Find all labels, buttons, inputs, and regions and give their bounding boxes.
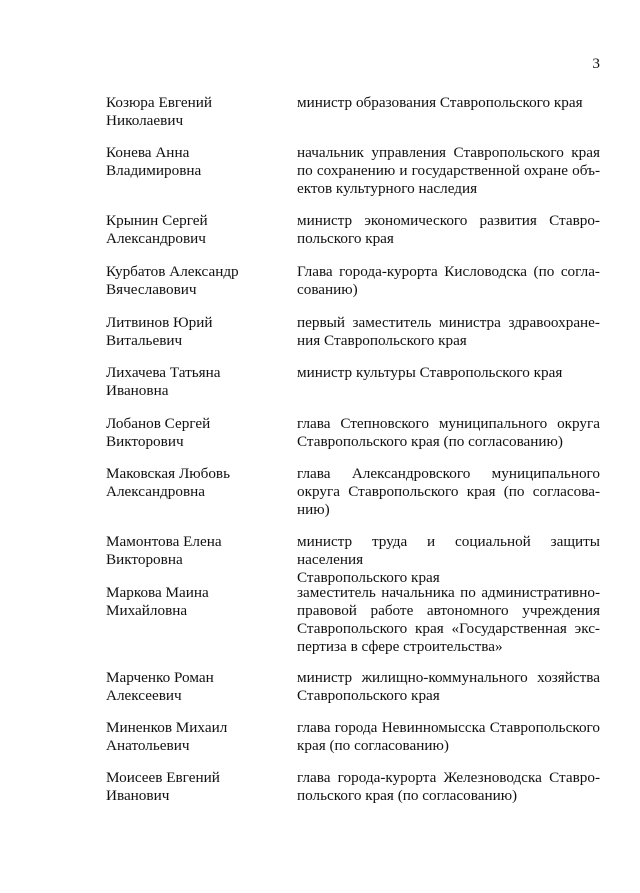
name-line: Крынин Сергей — [106, 212, 208, 229]
position-line: ектов культурного наследия — [297, 180, 478, 197]
page-number: 3 — [592, 55, 600, 72]
member-name — [106, 263, 281, 299]
position-line: польского края (по согласованию) — [297, 787, 518, 804]
member-name — [106, 584, 281, 620]
member-name — [106, 144, 281, 180]
member-position — [297, 769, 600, 805]
position-line: глава Степновского муниципального округа — [297, 415, 600, 432]
member-position — [297, 415, 600, 451]
position-line: министр образования Ставропольского края — [297, 94, 583, 111]
member-position — [297, 465, 600, 519]
name-line: Анатольевич — [106, 737, 190, 754]
position-line: глава Александровского муниципального — [297, 465, 600, 482]
member-position — [297, 669, 600, 705]
name-line: Владимировна — [106, 162, 202, 179]
name-line: Александровна — [106, 483, 206, 500]
member-position — [297, 719, 600, 755]
name-line: Викторович — [106, 433, 184, 450]
member-position — [297, 212, 600, 248]
position-line: Ставропольского края — [297, 687, 440, 704]
name-line: Миненков Михаил — [106, 719, 228, 736]
name-line: Лихачева Татьяна — [106, 364, 221, 381]
position-line: Ставропольского края «Государственная экс- — [297, 620, 600, 637]
position-line: края (по согласованию) — [297, 737, 449, 754]
position-line: заместитель начальника по административно- — [297, 584, 600, 601]
name-line: Конева Анна — [106, 144, 190, 161]
position-line: министр жилищно-коммунального хозяйства — [297, 669, 600, 686]
name-line: Маковская Любовь — [106, 465, 231, 482]
position-line: Ставропольского края — [297, 569, 440, 586]
member-name — [106, 212, 281, 248]
name-line: Мамонтова Елена — [106, 533, 222, 550]
member-position — [297, 94, 600, 112]
position-line: правовой работе автономного учреждения — [297, 602, 600, 619]
member-position — [297, 263, 600, 299]
name-line: Литвинов Юрий — [106, 314, 213, 331]
member-name — [106, 415, 281, 451]
name-line: Курбатов Александр — [106, 263, 239, 280]
position-line: по сохранению и государственной охране объ- — [297, 162, 600, 179]
name-line: Козюра Евгений — [106, 94, 213, 111]
name-line: Николаевич — [106, 112, 184, 129]
position-line: глава города-курорта Железноводска Ставро- — [297, 769, 600, 786]
name-line: Иванович — [106, 787, 170, 804]
position-line: ния Ставропольского края — [297, 332, 467, 349]
member-position — [297, 533, 600, 587]
member-position — [297, 144, 600, 198]
member-name — [106, 669, 281, 705]
name-line: Михайловна — [106, 602, 188, 619]
position-line: министр экономического развития Ставро- — [297, 212, 600, 229]
position-line: сованию) — [297, 281, 358, 298]
member-name — [106, 364, 281, 400]
position-line: Глава города-курорта Кисловодска (по согла- — [297, 263, 600, 280]
member-name — [106, 94, 281, 130]
member-name — [106, 314, 281, 350]
name-line: Маркова Маина — [106, 584, 209, 601]
name-line: Марченко Роман — [106, 669, 214, 686]
member-name — [106, 533, 281, 569]
name-line: Ивановна — [106, 382, 169, 399]
name-line: Вячеславович — [106, 281, 197, 298]
name-line: Лобанов Сергей — [106, 415, 211, 432]
member-position — [297, 364, 600, 382]
name-line: Витальевич — [106, 332, 183, 349]
member-position — [297, 584, 600, 656]
member-name — [106, 719, 281, 755]
position-line: нию) — [297, 501, 330, 518]
position-line: округа Ставропольского края (по согласова- — [297, 483, 600, 500]
position-line: пертиза в сфере строительства» — [297, 638, 503, 655]
member-position — [297, 314, 600, 350]
name-line: Викторовна — [106, 551, 183, 568]
member-name — [106, 769, 281, 805]
position-line: глава города Невинномысска Ставропольского — [297, 719, 600, 736]
position-line: министр культуры Ставропольского края — [297, 364, 563, 381]
position-line: министр труда и социальной защиты населения — [297, 533, 600, 568]
position-line: первый заместитель министра здравоохране- — [297, 314, 600, 331]
name-line: Моисеев Евгений — [106, 769, 220, 786]
name-line: Александрович — [106, 230, 206, 247]
position-line: польского края — [297, 230, 394, 247]
position-line: начальник управления Ставропольского края — [297, 144, 600, 161]
name-line: Алексеевич — [106, 687, 182, 704]
position-line: Ставропольского края (по согласованию) — [297, 433, 563, 450]
member-name — [106, 465, 281, 501]
